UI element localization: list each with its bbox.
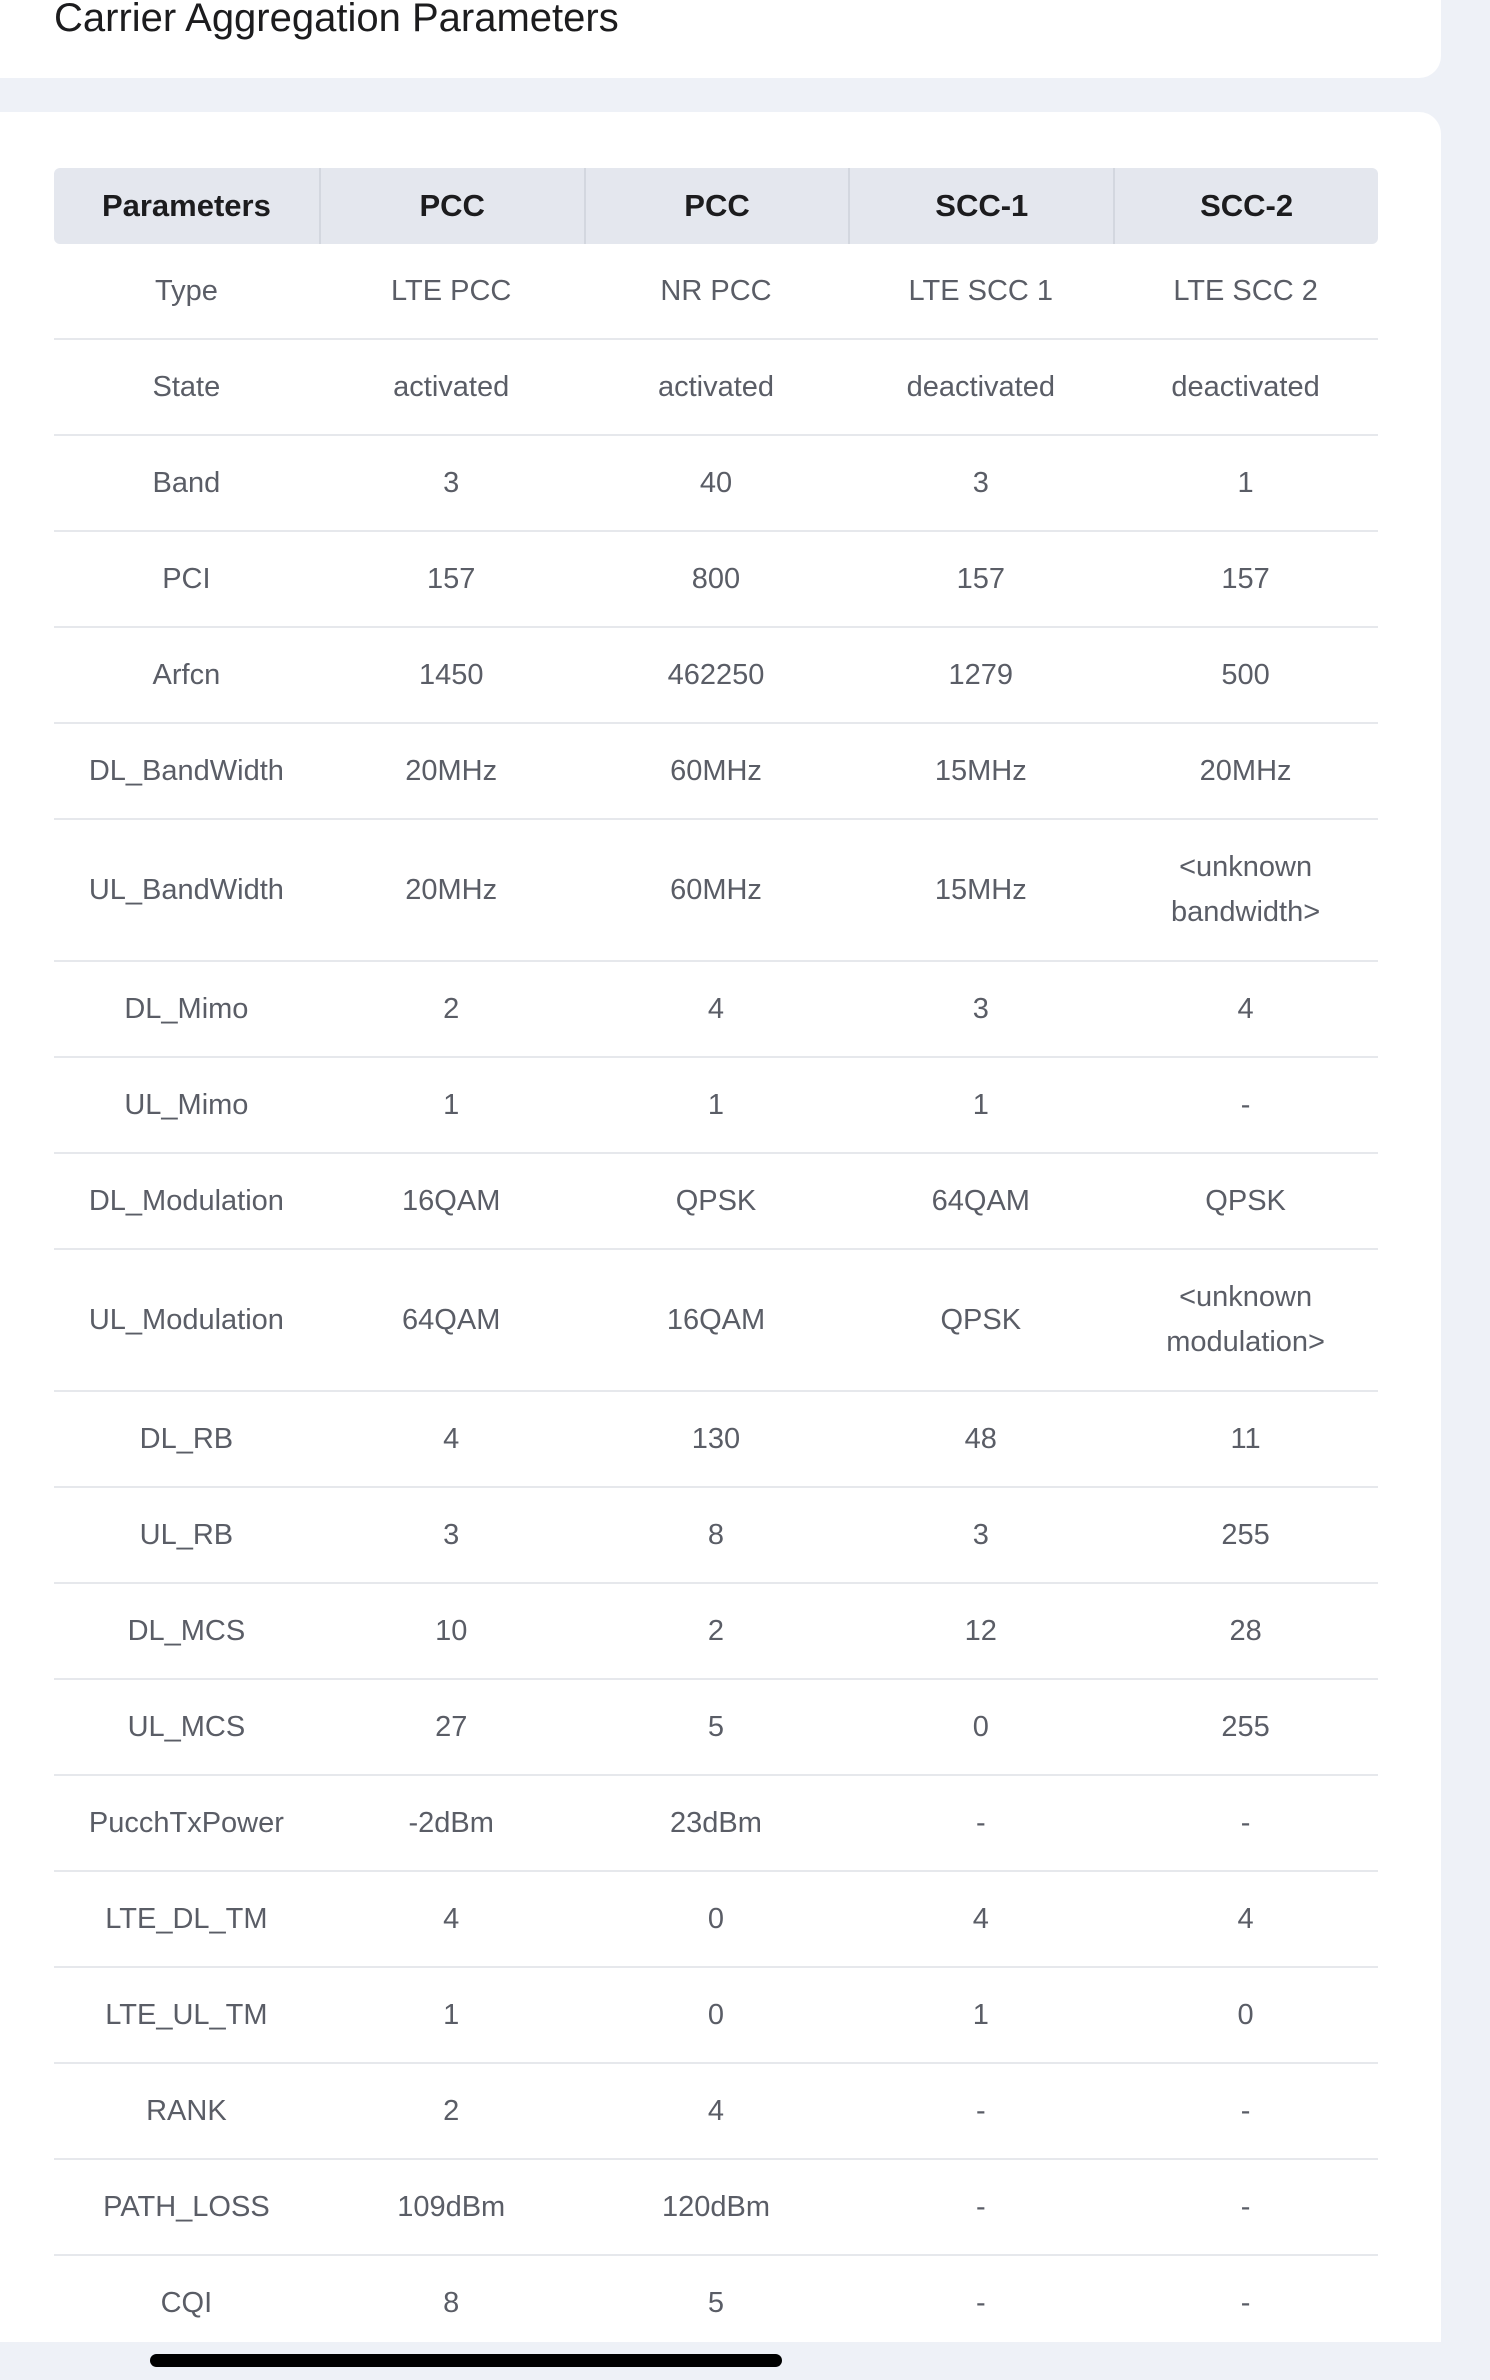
scc-2-cell: - [1113, 2064, 1378, 2160]
pcc-lte-cell: 4 [319, 1392, 584, 1488]
pcc-nr-cell: 2 [584, 1584, 849, 1680]
pcc-lte-cell: 3 [319, 436, 584, 532]
table-row [54, 724, 1378, 820]
param-name-cell: Type [54, 244, 319, 340]
scc-1-cell: - [848, 2064, 1113, 2160]
param-name-cell: Arfcn [54, 628, 319, 724]
param-name-cell: DL_Mimo [54, 962, 319, 1058]
pcc-nr-cell: 4 [584, 2064, 849, 2160]
scc-2-cell: 255 [1113, 1680, 1378, 1776]
header-scc-1: SCC-1 [848, 168, 1113, 244]
scc-2-cell: - [1113, 2160, 1378, 2256]
pcc-nr-cell: 0 [584, 1872, 849, 1968]
param-name-cell: LTE_UL_TM [54, 1968, 319, 2064]
param-name-cell: PATH_LOSS [54, 2160, 319, 2256]
pcc-nr-cell: 8 [584, 1488, 849, 1584]
pcc-lte-cell: 10 [319, 1584, 584, 1680]
scc-1-cell: 12 [848, 1584, 1113, 1680]
table-row [54, 1968, 1378, 2064]
pcc-nr-cell: 5 [707, 2286, 725, 2319]
scc-2-cell: <unknown modulation> [1113, 1250, 1378, 1392]
scc-2-cell: <unknown bandwidth> [1113, 820, 1378, 962]
scc-2-cell: 255 [1113, 1488, 1378, 1584]
scc-2-cell: deactivated [1113, 340, 1378, 436]
scc-1-cell: 1 [848, 1058, 1113, 1154]
pcc-lte-cell: activated [319, 340, 584, 436]
pcc-nr-cell: QPSK [584, 1154, 849, 1250]
pcc-nr-cell: activated [584, 340, 849, 436]
pcc-lte-cell: 20MHz [319, 820, 584, 962]
scc-1-cell: 3 [848, 436, 1113, 532]
pcc-nr-cell: 800 [584, 532, 849, 628]
scc-2-cell: - [1113, 1058, 1378, 1154]
pcc-lte-cell: 2 [319, 962, 584, 1058]
param-name-cell: PCI [54, 532, 319, 628]
pcc-lte-cell: 64QAM [319, 1250, 584, 1392]
table-row [54, 1392, 1378, 1488]
param-name-cell: UL_RB [54, 1488, 319, 1584]
carrier-aggregation-table [54, 168, 1378, 2350]
table-row [54, 628, 1378, 724]
table-card [0, 112, 1441, 2342]
scc-1-cell: - [848, 1776, 1113, 1872]
pcc-lte-cell: 1450 [319, 628, 584, 724]
table-row [54, 244, 1378, 340]
pcc-nr-cell: 4 [584, 962, 849, 1058]
param-name-cell: DL_RB [54, 1392, 319, 1488]
pcc-lte-cell: 109dBm [319, 2160, 584, 2256]
param-name-cell: RANK [54, 2064, 319, 2160]
pcc-lte-cell: 1 [319, 1968, 584, 2064]
scc-2-cell: - [1240, 2286, 1251, 2319]
scc-1-cell: LTE SCC 1 [848, 244, 1113, 340]
scc-1-cell: - [975, 2286, 986, 2319]
pcc-nr-cell: 16QAM [584, 1250, 849, 1392]
scc-1-cell: 157 [848, 532, 1113, 628]
param-name-cell: PucchTxPower [54, 1776, 319, 1872]
table-row [54, 2256, 1378, 2350]
table-row [54, 1584, 1378, 1680]
scc-1-cell: - [848, 2160, 1113, 2256]
scc-1-cell: QPSK [848, 1250, 1113, 1392]
pcc-nr-cell: 40 [584, 436, 849, 532]
table-row [54, 1250, 1378, 1392]
scc-2-cell: 20MHz [1113, 724, 1378, 820]
table-row [54, 1058, 1378, 1154]
table-header-row [54, 168, 1378, 244]
scc-1-cell: 1 [848, 1968, 1113, 2064]
table-row [54, 1488, 1378, 1584]
pcc-nr-cell: 120dBm [584, 2160, 849, 2256]
scc-2-cell: QPSK [1113, 1154, 1378, 1250]
table-row [54, 340, 1378, 436]
param-name-cell: State [54, 340, 319, 436]
scc-1-cell: 1279 [848, 628, 1113, 724]
scc-2-cell: LTE SCC 2 [1113, 244, 1378, 340]
pcc-nr-cell: 60MHz [584, 820, 849, 962]
pcc-nr-cell: 462250 [584, 628, 849, 724]
table-row [54, 2160, 1378, 2256]
pcc-lte-cell: 20MHz [319, 724, 584, 820]
table-row [54, 532, 1378, 628]
scc-2-cell: - [1113, 1776, 1378, 1872]
pcc-lte-cell: LTE PCC [319, 244, 584, 340]
scc-2-cell: 500 [1113, 628, 1378, 724]
scc-1-cell: 3 [848, 1488, 1113, 1584]
pcc-lte-cell: 4 [319, 1872, 584, 1968]
param-name-cell: CQI [160, 2286, 213, 2319]
pcc-nr-cell: 0 [584, 1968, 849, 2064]
param-name-cell: UL_BandWidth [54, 820, 319, 962]
scc-2-cell: 4 [1113, 1872, 1378, 1968]
table-row [54, 962, 1378, 1058]
table-row [54, 1680, 1378, 1776]
pcc-nr-cell: 130 [584, 1392, 849, 1488]
scc-2-cell: 28 [1113, 1584, 1378, 1680]
pcc-lte-cell: 1 [319, 1058, 584, 1154]
pcc-lte-cell: 2 [319, 2064, 584, 2160]
pcc-nr-cell: 1 [584, 1058, 849, 1154]
scc-2-cell: 157 [1113, 532, 1378, 628]
pcc-lte-cell: 3 [319, 1488, 584, 1584]
pcc-lte-cell: 8 [443, 2286, 460, 2319]
scc-2-cell: 0 [1113, 1968, 1378, 2064]
scc-1-cell: deactivated [848, 340, 1113, 436]
param-name-cell: DL_MCS [54, 1584, 319, 1680]
param-name-cell: UL_Mimo [54, 1058, 319, 1154]
table-row [54, 1776, 1378, 1872]
pcc-nr-cell: 60MHz [584, 724, 849, 820]
pcc-lte-cell: -2dBm [319, 1776, 584, 1872]
pcc-nr-cell: NR PCC [584, 244, 849, 340]
param-name-cell: Band [54, 436, 319, 532]
param-name-cell: DL_BandWidth [54, 724, 319, 820]
scc-2-cell: 1 [1113, 436, 1378, 532]
scc-1-cell: 64QAM [848, 1154, 1113, 1250]
scc-1-cell: 15MHz [848, 820, 1113, 962]
param-name-cell: UL_MCS [54, 1680, 319, 1776]
pcc-lte-cell: 16QAM [319, 1154, 584, 1250]
scc-1-cell: 4 [848, 1872, 1113, 1968]
page-title: Carrier Aggregation Parameters [54, 0, 619, 40]
pcc-nr-cell: 5 [584, 1680, 849, 1776]
param-name-cell: DL_Modulation [54, 1154, 319, 1250]
pcc-lte-cell: 157 [319, 532, 584, 628]
header-scc-2: SCC-2 [1113, 168, 1378, 244]
scc-1-cell: 3 [848, 962, 1113, 1058]
param-name-cell: UL_Modulation [54, 1250, 319, 1392]
header-pcc-lte: PCC [319, 168, 584, 244]
table-row [54, 2064, 1378, 2160]
table-row [54, 1154, 1378, 1250]
header-parameters: Parameters [54, 168, 319, 244]
header-pcc-nr: PCC [584, 168, 849, 244]
home-indicator[interactable] [150, 2354, 782, 2367]
scc-1-cell: 0 [848, 1680, 1113, 1776]
scc-2-cell: 4 [1113, 962, 1378, 1058]
scc-1-cell: 48 [848, 1392, 1113, 1488]
table-row [54, 436, 1378, 532]
pcc-nr-cell: 23dBm [584, 1776, 849, 1872]
pcc-lte-cell: 27 [319, 1680, 584, 1776]
table-row [54, 1872, 1378, 1968]
param-name-cell: LTE_DL_TM [54, 1872, 319, 1968]
table-row [54, 820, 1378, 962]
title-card [0, 0, 1441, 78]
scc-2-cell: 11 [1113, 1392, 1378, 1488]
scc-1-cell: 15MHz [848, 724, 1113, 820]
